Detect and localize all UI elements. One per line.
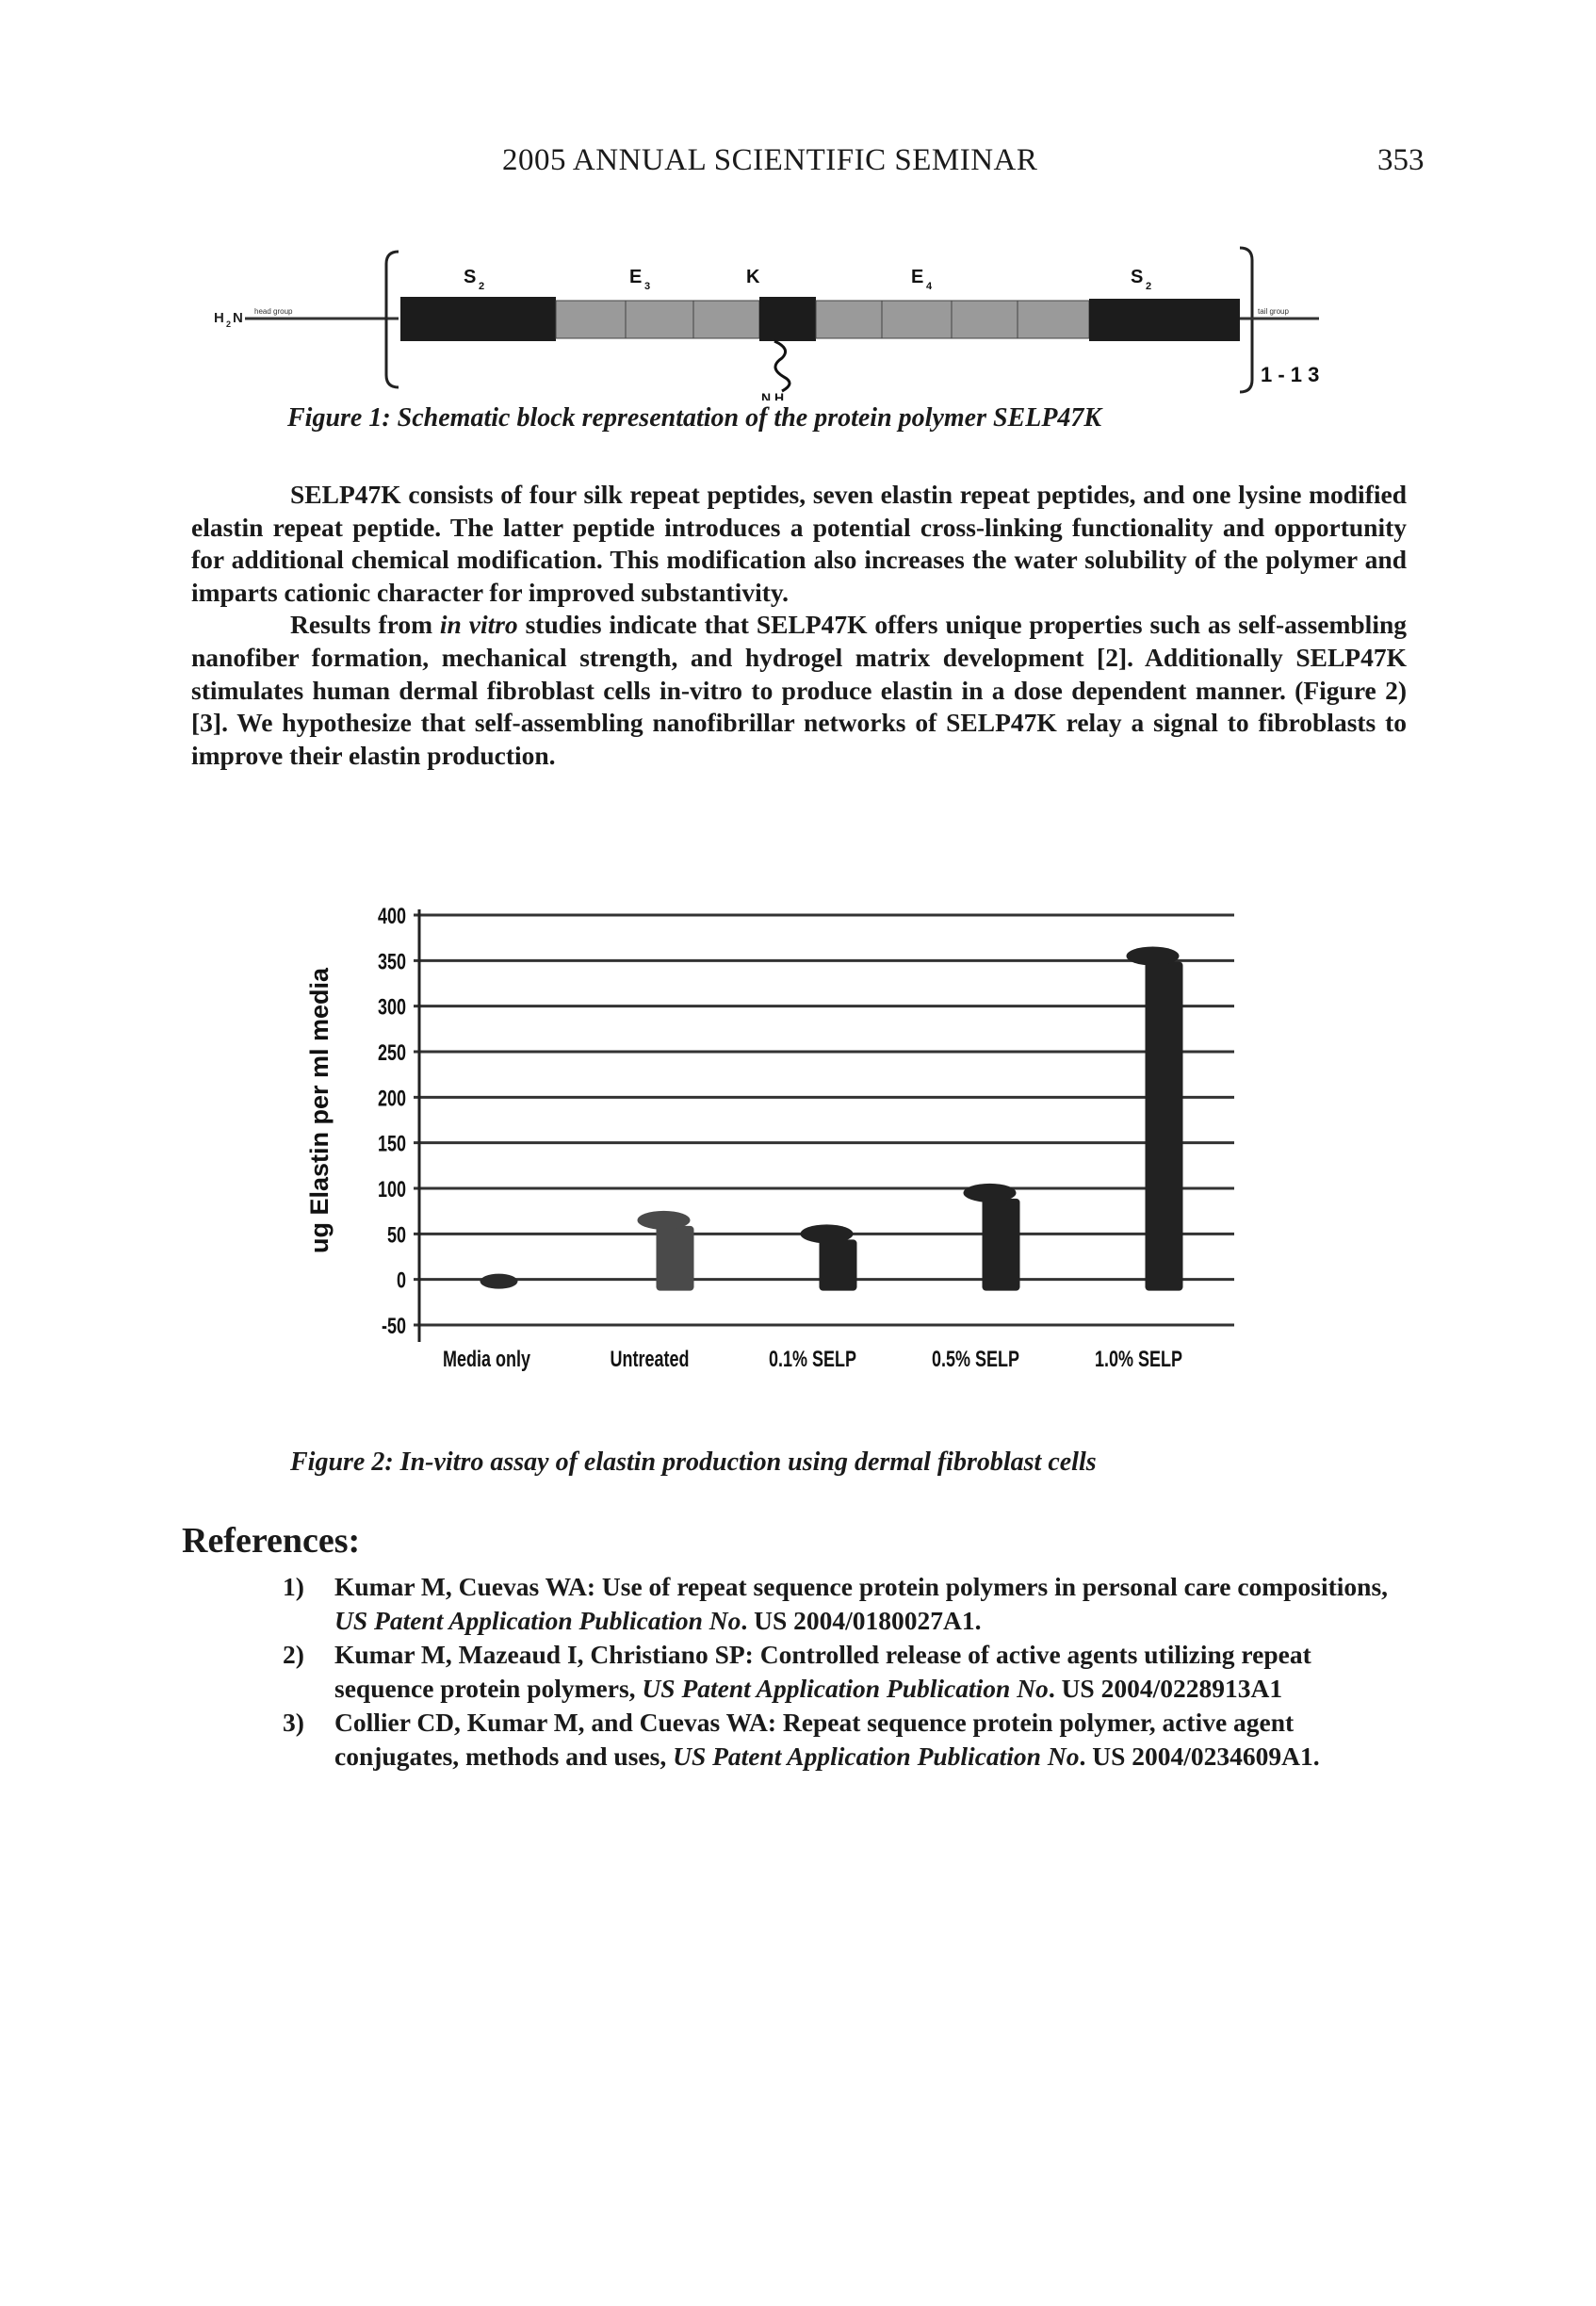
bar-cap (638, 1211, 691, 1230)
references-heading: References: (182, 1521, 361, 1561)
references-list (283, 1570, 1413, 1774)
segment-label-s2-right: S (1131, 267, 1144, 287)
y-axis-label: ug Elastin per ml media (305, 967, 334, 1254)
elastin-block (626, 301, 693, 338)
bar-cylinder (820, 1239, 857, 1290)
x-tick-label: 0.5% SELP (931, 1347, 1020, 1372)
x-tick-label: Media only (443, 1347, 530, 1372)
bar-cap (1127, 947, 1180, 966)
running-header (0, 143, 1596, 190)
bar-cylinder (1146, 962, 1183, 1291)
bar-cylinder (983, 1199, 1020, 1291)
x-tick-label: 0.1% SELP (768, 1347, 857, 1372)
nh2-label: N H (761, 390, 785, 401)
x-tick-label: Untreated (610, 1347, 690, 1372)
elastin-block (556, 301, 626, 338)
bar-cylinder (657, 1226, 694, 1291)
bar-cap (480, 1274, 518, 1289)
silk-block-left (400, 297, 556, 341)
reference-item: 3) Collier CD, Kumar M, and Cuevas WA: Repeat sequence protein polymer, active agent conjugates, methods and uses, US Patent Application Publication No. US 2004/0234609A1. (283, 1708, 1320, 1771)
y-tick-label: 150 (377, 1132, 406, 1157)
segment-label-e3: E (629, 267, 643, 287)
svg-text:2: 2 (226, 319, 232, 329)
svg-text:2 (790, 400, 794, 401)
reference-item: 2) Kumar M, Mazeaud I, Christiano SP: Controlled release of active agents utilizing repeat sequence protein polymers, US Patent Application Publication No. US 2004/0228913A1 (283, 1640, 1311, 1703)
segment-label-e4: E (911, 267, 924, 287)
protein-block-diagram (198, 240, 1423, 401)
chart-canvas (283, 886, 1272, 1376)
y-tick-label: 200 (377, 1086, 406, 1111)
silk-block-right (1089, 299, 1240, 341)
bar-cap (801, 1224, 854, 1243)
elastin-block (816, 301, 882, 338)
figure-1-schematic (198, 240, 1423, 401)
repeat-count-label: 1 - 1 3 (1261, 363, 1320, 386)
lysine-side-chain (774, 341, 790, 391)
svg-text:4: 4 (926, 281, 933, 292)
y-tick-label: 400 (377, 904, 406, 929)
lysine-block (759, 297, 816, 341)
h2n-label: H (214, 310, 224, 326)
reference-item: 1) Kumar M, Cuevas WA: Use of repeat sequence protein polymers in personal care compositions, US Patent Application Publication No. US 2004/0180027A1. (283, 1572, 1389, 1635)
paragraph-2: Results from in vitro studies indicate that SELP47K offers unique properties such as self-assembling nanofiber formation, mechanical strength, and hydrogel matrix development [2]. Additionally SELP47K stimulates human dermal fibroblast cells in-vitro to produce elastin in a dose dependent manner. (Figure 2) [3]. We hypothesize that self-assembling nanofibrillar networks of SELP47K relay a signal to fibroblasts to improve their elastin production. (191, 610, 1408, 770)
figure-2-caption: Figure 2: In-vitro assay of elastin production using dermal fibroblast cells (290, 1447, 1097, 1477)
bar-cap (964, 1184, 1017, 1202)
elastin-bar-chart (283, 886, 1272, 1376)
svg-text:2: 2 (1146, 281, 1152, 292)
journal-title: 2005 ANNUAL SCIENTIFIC SEMINAR (502, 143, 1038, 177)
svg-text:2: 2 (479, 281, 485, 292)
paragraph-1: SELP47K consists of four silk repeat peptides, seven elastin repeat peptides, and one lysine modified elastin repeat peptide. The latter peptide introduces a potential cross-linking functionality and opportunity for additional chemical modification. This modification also increases the water solubility of the polymer and imparts cationic character for improved substantivity. (191, 480, 1407, 607)
y-tick-label: 300 (377, 995, 406, 1021)
y-tick-label: 100 (377, 1177, 406, 1202)
body-text (191, 479, 1407, 772)
y-tick-label: 0 (396, 1268, 406, 1294)
elastin-block (693, 301, 759, 338)
figure-1-caption: Figure 1: Schematic block representation of the protein polymer SELP47K (287, 403, 1102, 433)
svg-text:head group: head group (254, 307, 293, 316)
y-tick-label: 50 (386, 1222, 406, 1248)
page-number: 353 (1377, 143, 1425, 177)
elastin-block (952, 301, 1018, 338)
elastin-block (882, 301, 952, 338)
segment-label-k: K (746, 267, 760, 287)
svg-text:3: 3 (644, 281, 651, 292)
y-tick-label: -50 (381, 1314, 406, 1339)
segment-label-s2-left: S (464, 267, 477, 287)
y-tick-label: 250 (377, 1040, 406, 1066)
svg-text:N: N (233, 310, 243, 326)
elastin-block (1018, 301, 1089, 338)
y-tick-label: 350 (377, 949, 406, 974)
x-tick-label: 1.0% SELP (1094, 1347, 1183, 1372)
svg-text:tail group: tail group (1258, 307, 1289, 316)
